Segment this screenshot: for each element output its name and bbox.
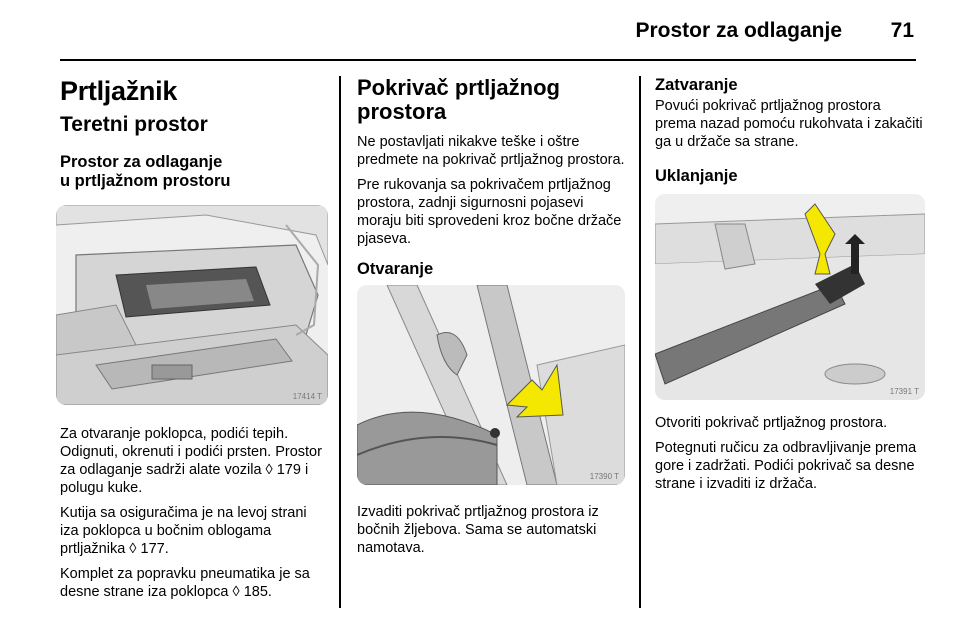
section-title-line1: Pokrivač prtljažnog [357,75,560,100]
paragraph: Kutija sa osiguračima je na levoj strani iza poklopca u bočnim oblogama prtljažnika ◊ 177. [60,505,307,557]
paragraph: Povući pokrivač prtljažnog prostora prema nazad pomoću rukohvata i zakačiti ga u držače sa strane. [655,98,923,150]
page-header [0,0,960,60]
column-3 [655,76,925,500]
section-heading-closing: Zatvaranje [655,76,738,94]
section-heading-line2: u prtljažnom prostoru [60,172,231,190]
paragraph: Izvaditi pokrivač prtljažnog prostora iz bočnih žljebova. Sama se automatski namotava. [357,504,599,556]
figure-cover-opening [357,285,625,485]
running-title: Prostor za odlaganje [635,19,842,42]
paragraph: Ne postavljati nikakve teške i oštre predmete na pokrivač prtljažnog prostora. [357,134,625,168]
cover-opening-illustration [357,285,625,485]
paragraph: Za otvaranje poklopca, podići tepih. Odignuti, okrenuti i podići prsten. Prostor za odlaganje sadrži alate vozila ◊ 179 i polugu kuke. [60,426,322,496]
column-1 [60,76,322,608]
paragraph: Komplet za popravku pneumatika je sa desne strane iza poklopca ◊ 185. [60,566,310,600]
section-title-cover [357,76,625,124]
paragraph: Potegnuti ručicu za odbravljivanje prema gore i zadržati. Podići pokrivač sa desne strane i izvaditi iz držača. [655,440,917,492]
section-heading-line1: Prostor za odlaganje [60,153,223,171]
section-heading-removal: Uklanjanje [655,167,738,185]
section-heading-storage [60,153,322,191]
column-divider-2 [639,76,641,608]
figure-storage-compartment [56,205,328,405]
storage-compartment-illustration [56,205,328,405]
chapter-title: Prtljažnik [60,76,178,106]
chapter-subtitle: Teretni prostor [60,113,208,136]
cover-removal-illustration [655,194,925,400]
figure-code: 17390 T [589,472,619,481]
header-rule [60,59,916,61]
paragraph: Pre rukovanja sa pokrivačem prtljažnog prostora, zadnji sigurnosni pojasevi moraju biti sprovedeni kroz bočne držače pjaseva. [357,177,622,247]
column-divider-1 [339,76,341,608]
section-heading-opening: Otvaranje [357,260,434,278]
paragraph: Otvoriti pokrivač prtljažnog prostora. [655,415,888,431]
section-title-line2: prostora [357,99,447,124]
figure-cover-removal [655,194,925,400]
figure-code: 17391 T [889,387,919,396]
column-2 [357,76,625,564]
page-number: 71 [890,19,914,42]
figure-code: 17414 T [292,392,322,401]
